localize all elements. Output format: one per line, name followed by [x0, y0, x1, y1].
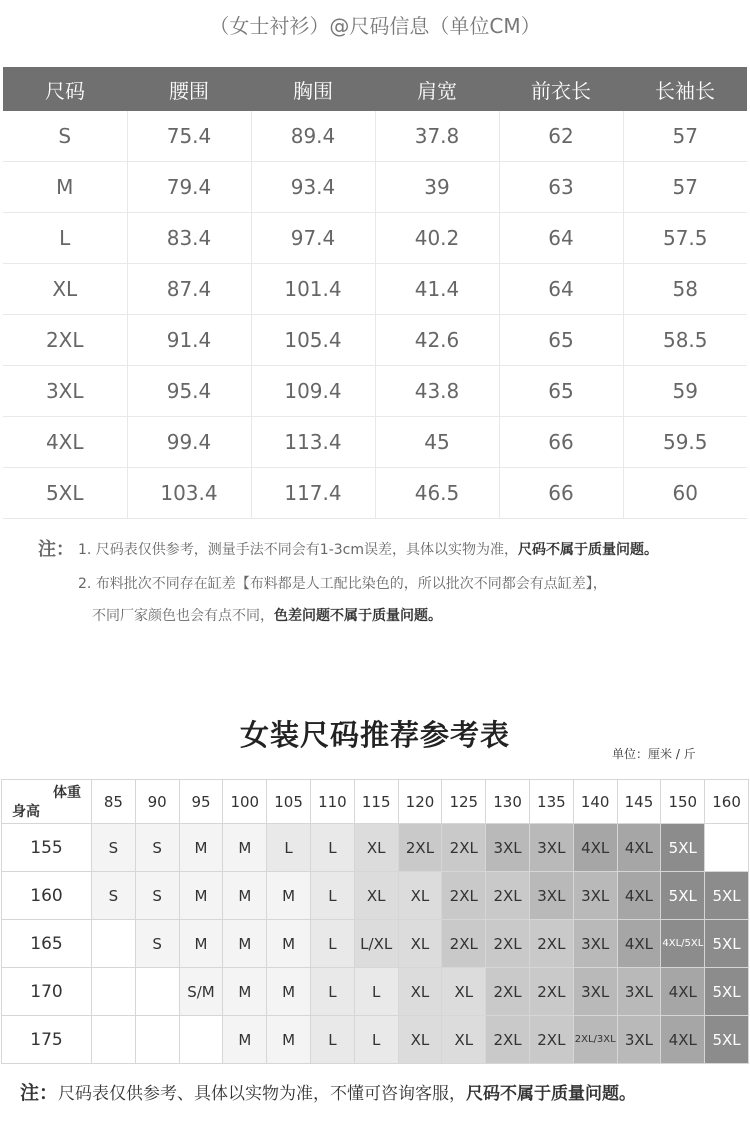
weight-header-cell: 125: [442, 780, 486, 824]
table-row: [2, 968, 749, 1016]
table-cell: 42.6: [375, 315, 499, 366]
weight-header-cell: 115: [354, 780, 398, 824]
recommend-title: 女装尺码推荐参考表: [239, 718, 510, 752]
size-cell: [179, 1016, 223, 1064]
size-cell: [92, 920, 136, 968]
table-row: [3, 468, 747, 519]
size-cell: 3XL: [573, 920, 617, 968]
size-cell: L: [354, 1016, 398, 1064]
table-cell: 105.4: [251, 315, 375, 366]
size-cell: M: [223, 968, 267, 1016]
size-cell: XL: [398, 920, 442, 968]
size-cell: 3XL: [486, 824, 530, 872]
size-cell: 5XL: [661, 872, 705, 920]
bottom-note: 注：尺码表仅供参考、具体以实物为准，不懂可咨询客服，尺码不属于质量问题。: [20, 1082, 637, 1104]
table-cell: 40.2: [375, 213, 499, 264]
recommend-table-body: [2, 780, 749, 1064]
size-cell: 2XL: [529, 1016, 573, 1064]
size-cell: 4XL: [573, 824, 617, 872]
table-row: [3, 417, 747, 468]
size-cell: L: [310, 872, 354, 920]
size-cell: 2XL: [529, 968, 573, 1016]
note-2: 2. 布料批次不同存在缸差【布料都是人工配比染色的，所以批次不同都会有点缸差】，: [78, 576, 607, 592]
table-cell: 89.4: [251, 111, 375, 162]
table-cell: 57.5: [623, 213, 747, 264]
table-cell: 4XL: [3, 417, 127, 468]
size-cell: L: [267, 824, 311, 872]
size-cell: 2XL: [442, 872, 486, 920]
size-cell: 5XL: [661, 824, 705, 872]
table-cell: M: [3, 162, 127, 213]
note-3: 不同厂家颜色也会有点不同，色差问题不属于质量问题。: [92, 608, 442, 624]
weight-header-cell: 90: [135, 780, 179, 824]
table-cell: 41.4: [375, 264, 499, 315]
weight-header-cell: 130: [486, 780, 530, 824]
size-cell: S: [92, 872, 136, 920]
height-label: 身高: [12, 804, 40, 820]
size-cell: 3XL: [573, 968, 617, 1016]
size-cell: L/XL: [354, 920, 398, 968]
table-cell: 91.4: [127, 315, 251, 366]
weight-header-cell: 120: [398, 780, 442, 824]
table-row: [2, 824, 749, 872]
table-cell: 64: [499, 213, 623, 264]
size-header-cell: 尺码: [3, 67, 127, 111]
table-row: [2, 1016, 749, 1064]
size-cell: 3XL: [573, 872, 617, 920]
weight-header-cell: 85: [92, 780, 136, 824]
size-cell: 2XL: [442, 920, 486, 968]
size-cell: 3XL: [529, 872, 573, 920]
unit-label: 单位：厘米 / 斤: [612, 747, 696, 761]
size-cell: L: [310, 968, 354, 1016]
size-cell: 4XL/5XL: [661, 920, 705, 968]
table-cell: 59: [623, 366, 747, 417]
table-cell: 66: [499, 417, 623, 468]
size-header-cell: 胸围: [251, 67, 375, 111]
size-cell: 2XL: [442, 824, 486, 872]
size-cell: M: [267, 968, 311, 1016]
table-row: [3, 111, 747, 162]
height-cell: 165: [2, 920, 92, 968]
size-cell: XL: [354, 824, 398, 872]
table-cell: L: [3, 213, 127, 264]
table-row: [2, 872, 749, 920]
table-row: [3, 162, 747, 213]
size-cell: S/M: [179, 968, 223, 1016]
size-cell: 4XL: [661, 968, 705, 1016]
size-cell: S: [135, 920, 179, 968]
corner-cell: [2, 780, 92, 824]
size-table-body: [3, 111, 747, 519]
size-cell: 3XL: [529, 824, 573, 872]
table-cell: 43.8: [375, 366, 499, 417]
table-cell: 113.4: [251, 417, 375, 468]
size-cell: XL: [398, 968, 442, 1016]
size-cell: 5XL: [705, 1016, 749, 1064]
size-cell: S: [135, 824, 179, 872]
table-row: [3, 264, 747, 315]
table-cell: 103.4: [127, 468, 251, 519]
table-cell: 65: [499, 315, 623, 366]
size-cell: [92, 968, 136, 1016]
size-cell: 4XL: [617, 920, 661, 968]
table-cell: 5XL: [3, 468, 127, 519]
table-cell: 117.4: [251, 468, 375, 519]
table-cell: 62: [499, 111, 623, 162]
weight-header-cell: 110: [310, 780, 354, 824]
size-cell: 2XL/3XL: [573, 1016, 617, 1064]
size-cell: L: [354, 968, 398, 1016]
table-cell: 99.4: [127, 417, 251, 468]
size-cell: M: [267, 920, 311, 968]
page-title: （女士衬衫）@尺码信息（单位CM）: [209, 14, 541, 38]
weight-label: 体重: [53, 785, 81, 801]
size-cell: XL: [398, 872, 442, 920]
size-cell: [705, 824, 749, 872]
size-cell: M: [179, 920, 223, 968]
table-cell: 37.8: [375, 111, 499, 162]
table-cell: 83.4: [127, 213, 251, 264]
size-cell: 2XL: [486, 968, 530, 1016]
table-cell: 64: [499, 264, 623, 315]
size-cell: 3XL: [617, 1016, 661, 1064]
table-cell: 97.4: [251, 213, 375, 264]
table-cell: 45: [375, 417, 499, 468]
height-cell: 170: [2, 968, 92, 1016]
table-cell: 57: [623, 111, 747, 162]
size-cell: M: [267, 872, 311, 920]
table-cell: 87.4: [127, 264, 251, 315]
size-cell: 4XL: [617, 824, 661, 872]
table-cell: 63: [499, 162, 623, 213]
size-cell: S: [135, 872, 179, 920]
size-info-table: [3, 67, 747, 519]
size-cell: 2XL: [529, 920, 573, 968]
weight-header-cell: 145: [617, 780, 661, 824]
size-cell: 2XL: [486, 920, 530, 968]
size-cell: S: [92, 824, 136, 872]
table-cell: 95.4: [127, 366, 251, 417]
size-cell: [92, 1016, 136, 1064]
height-cell: 160: [2, 872, 92, 920]
table-cell: 3XL: [3, 366, 127, 417]
size-cell: M: [223, 824, 267, 872]
table-cell: 39: [375, 162, 499, 213]
recommend-header-row: [2, 780, 749, 824]
table-cell: 66: [499, 468, 623, 519]
table-row: [3, 366, 747, 417]
size-cell: 3XL: [617, 968, 661, 1016]
note-1: 1. 尺码表仅供参考，测量手法不同会有1-3cm误差，具体以实物为准，尺码不属于质量问题。: [78, 542, 659, 558]
size-cell: [135, 968, 179, 1016]
size-cell: XL: [398, 1016, 442, 1064]
size-cell: L: [310, 1016, 354, 1064]
table-cell: 59.5: [623, 417, 747, 468]
weight-header-cell: 105: [267, 780, 311, 824]
table-cell: 109.4: [251, 366, 375, 417]
table-cell: 93.4: [251, 162, 375, 213]
table-cell: 57: [623, 162, 747, 213]
size-header-cell: 长袖长: [623, 67, 747, 111]
height-cell: 155: [2, 824, 92, 872]
weight-header-cell: 140: [573, 780, 617, 824]
size-cell: M: [179, 872, 223, 920]
size-cell: M: [179, 824, 223, 872]
notes-label: 注：: [38, 539, 74, 560]
size-table-header: [3, 67, 747, 111]
size-recommend-table: [1, 779, 749, 1064]
size-header-cell: 肩宽: [375, 67, 499, 111]
size-cell: 5XL: [705, 872, 749, 920]
table-cell: 46.5: [375, 468, 499, 519]
size-cell: 4XL: [617, 872, 661, 920]
size-cell: M: [223, 872, 267, 920]
weight-header-cell: 150: [661, 780, 705, 824]
size-header-cell: 前衣长: [499, 67, 623, 111]
table-cell: 65: [499, 366, 623, 417]
size-cell: M: [223, 920, 267, 968]
size-cell: XL: [442, 968, 486, 1016]
size-cell: 5XL: [705, 968, 749, 1016]
table-row: [2, 920, 749, 968]
weight-header-cell: 160: [705, 780, 749, 824]
size-cell: 2XL: [398, 824, 442, 872]
table-cell: 75.4: [127, 111, 251, 162]
table-cell: 60: [623, 468, 747, 519]
table-row: [3, 213, 747, 264]
table-cell: 58.5: [623, 315, 747, 366]
size-cell: [135, 1016, 179, 1064]
table-cell: 101.4: [251, 264, 375, 315]
size-cell: 2XL: [486, 872, 530, 920]
table-cell: 79.4: [127, 162, 251, 213]
size-cell: L: [310, 920, 354, 968]
weight-header-cell: 100: [223, 780, 267, 824]
table-cell: XL: [3, 264, 127, 315]
size-cell: 2XL: [486, 1016, 530, 1064]
height-cell: 175: [2, 1016, 92, 1064]
size-cell: M: [267, 1016, 311, 1064]
weight-header-cell: 95: [179, 780, 223, 824]
size-cell: M: [223, 1016, 267, 1064]
weight-header-cell: 135: [529, 780, 573, 824]
table-cell: 58: [623, 264, 747, 315]
size-cell: 5XL: [705, 920, 749, 968]
size-cell: XL: [354, 872, 398, 920]
table-row: [3, 315, 747, 366]
table-cell: S: [3, 111, 127, 162]
table-cell: 2XL: [3, 315, 127, 366]
size-cell: 4XL: [661, 1016, 705, 1064]
size-header-cell: 腰围: [127, 67, 251, 111]
size-cell: L: [310, 824, 354, 872]
size-cell: XL: [442, 1016, 486, 1064]
